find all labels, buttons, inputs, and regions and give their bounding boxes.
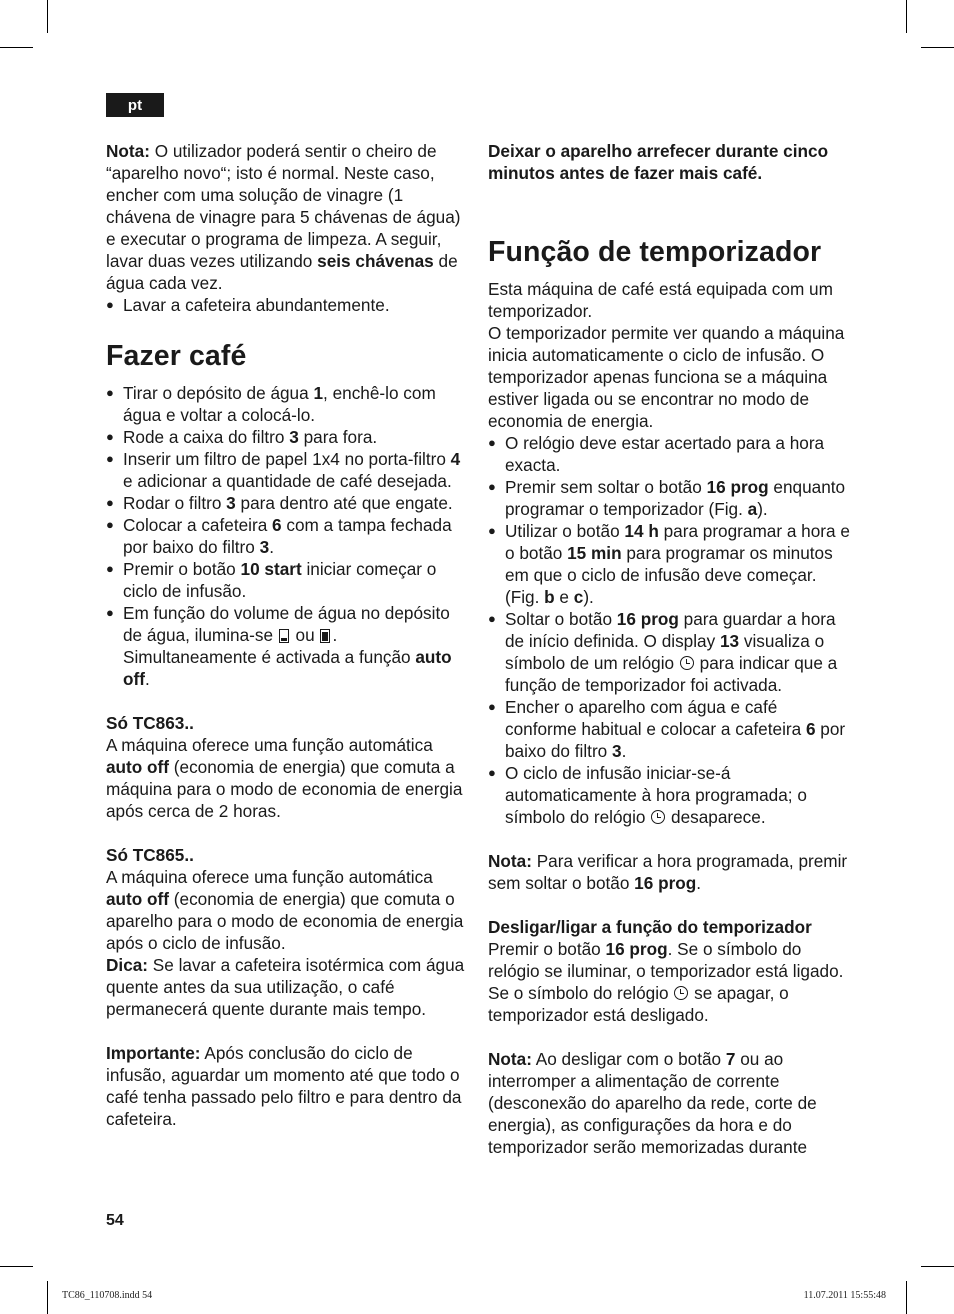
cup-full-icon — [320, 629, 330, 643]
crop-mark — [906, 0, 907, 33]
tip-paragraph: Dica: Se lavar a cafeteira isotérmica com água quente antes da sua utilização, o café permanecerá quente durante mais tempo. — [106, 955, 465, 1019]
list-item: ● Encher o aparelho com água e café conforme habitual e colocar a cafeteira 6 por baixo do filtro 3. — [488, 696, 850, 762]
clock-icon — [680, 656, 694, 670]
tc863-paragraph: A máquina oferece uma função automática auto off (economia de energia) que comuta a máquina para o modo de economia de energia após cerca de 2 horas. — [106, 735, 463, 821]
list-item: ● Inserir um filtro de papel 1x4 no porta-filtro 4 e adicionar a quantidade de café desejada. — [106, 448, 468, 492]
language-badge: pt — [106, 93, 164, 117]
note-paragraph: Nota: O utilizador poderá sentir o cheiro de “aparelho novo“; isto é normal. Neste caso, encher com uma solução de vinagre (1 chávena de vinagre para 5 chávenas de água) e executar o programa de limpeza. A seguir, lavar duas vezes utilizando seis chávenas de água cada vez. — [106, 141, 461, 293]
slug-date: 11.07.2011 15:55:48 — [803, 1290, 886, 1301]
timer-intro-2: O temporizador permite ver quando a máquina inicia automaticamente o ciclo de infusão. O temporizador apenas funciona se a máquina estiver ligada ou se encontrar no modo de economia de energia. — [488, 323, 845, 431]
important-paragraph: Importante: Após conclusão do ciclo de infusão, aguardar um momento até que todo o café tenha passado pelo filtro e para dentro da cafeteira. — [106, 1043, 462, 1129]
crop-mark — [921, 47, 954, 48]
tc865-paragraph: A máquina oferece uma função automática auto off (economia de energia) que comuta o aparelho para o modo de economia de energia após o ciclo de infusão. — [106, 867, 464, 953]
bullet-list — [106, 294, 468, 316]
slug-filename: TC86_110708.indd 54 — [62, 1290, 153, 1301]
left-column — [106, 140, 468, 1130]
timer-toggle-paragraph: Premir o botão 16 prog. Se o símbolo do relógio se iluminar, o temporizador está ligado. Se o símbolo do relógio se apagar, o temporizador está desligado. — [488, 939, 844, 1025]
note-check-time: Nota: Para verificar a hora programada, premir sem soltar o botão 16 prog. — [488, 851, 848, 893]
crop-mark — [47, 0, 48, 33]
list-item: ● Lavar a cafeteira abundantemente. — [106, 294, 468, 316]
timer-steps-list — [488, 432, 850, 828]
list-item: ● Premir o botão 10 start iniciar começar o ciclo de infusão. — [106, 558, 468, 602]
subheading-tc865: Só TC865.. — [106, 845, 194, 865]
crop-mark — [0, 1266, 33, 1267]
page-number: 54 — [106, 1212, 124, 1229]
steps-list — [106, 382, 468, 690]
cooldown-note: Deixar o aparelho arrefecer durante cinco minutos antes de fazer mais café. — [488, 141, 829, 183]
subheading-tc863: Só TC863.. — [106, 713, 194, 733]
list-item: ● Tirar o depósito de água 1, enchê-lo com água e voltar a colocá-lo. — [106, 382, 468, 426]
list-item: ● Rodar o filtro 3 para dentro até que engate. — [106, 492, 468, 514]
list-item: ● Premir sem soltar o botão 16 prog enquanto programar o temporizador (Fig. a). — [488, 476, 850, 520]
clock-icon — [674, 986, 688, 1000]
list-item: ● Soltar o botão 16 prog para guardar a hora de início definida. O display 13 visualiza o símbolo de um relógio para indicar que a função de temporizador foi activada. — [488, 608, 850, 696]
note-power-off: Nota: Ao desligar com o botão 7 ou ao interromper a alimentação de corrente (desconexão do aparelho da rede, corte de energia), as configurações da hora e do temporizador serão memorizadas durante — [488, 1049, 817, 1157]
crop-mark — [47, 1281, 48, 1314]
list-item: ● O ciclo de infusão iniciar-se-á automaticamente à hora programada; o símbolo do relógio desaparece. — [488, 762, 850, 828]
crop-mark — [921, 1266, 954, 1267]
subheading-timer-toggle: Desligar/ligar a função do temporizador — [488, 917, 812, 937]
crop-mark — [906, 1281, 907, 1314]
right-column — [488, 140, 850, 1158]
cup-low-icon — [279, 629, 289, 643]
list-item: ● Utilizar o botão 14 h para programar a hora e o botão 15 min para programar os minutos em que o ciclo de infusão deve começar. (Fig. b e c). — [488, 520, 850, 608]
crop-mark — [0, 47, 33, 48]
section-heading-fazer-cafe: Fazer café — [106, 340, 247, 372]
clock-icon — [651, 810, 665, 824]
timer-intro: Esta máquina de café está equipada com um temporizador. — [488, 279, 833, 321]
list-item: ● Em função do volume de água no depósito de água, ilumina-se ou . Simultaneamente é activada a função auto off. — [106, 602, 468, 690]
section-heading-temporizador: Função de temporizador — [488, 236, 822, 268]
list-item: ● Colocar a cafeteira 6 com a tampa fechada por baixo do filtro 3. — [106, 514, 468, 558]
list-item: ● Rode a caixa do filtro 3 para fora. — [106, 426, 468, 448]
list-item: ● O relógio deve estar acertado para a hora exacta. — [488, 432, 850, 476]
